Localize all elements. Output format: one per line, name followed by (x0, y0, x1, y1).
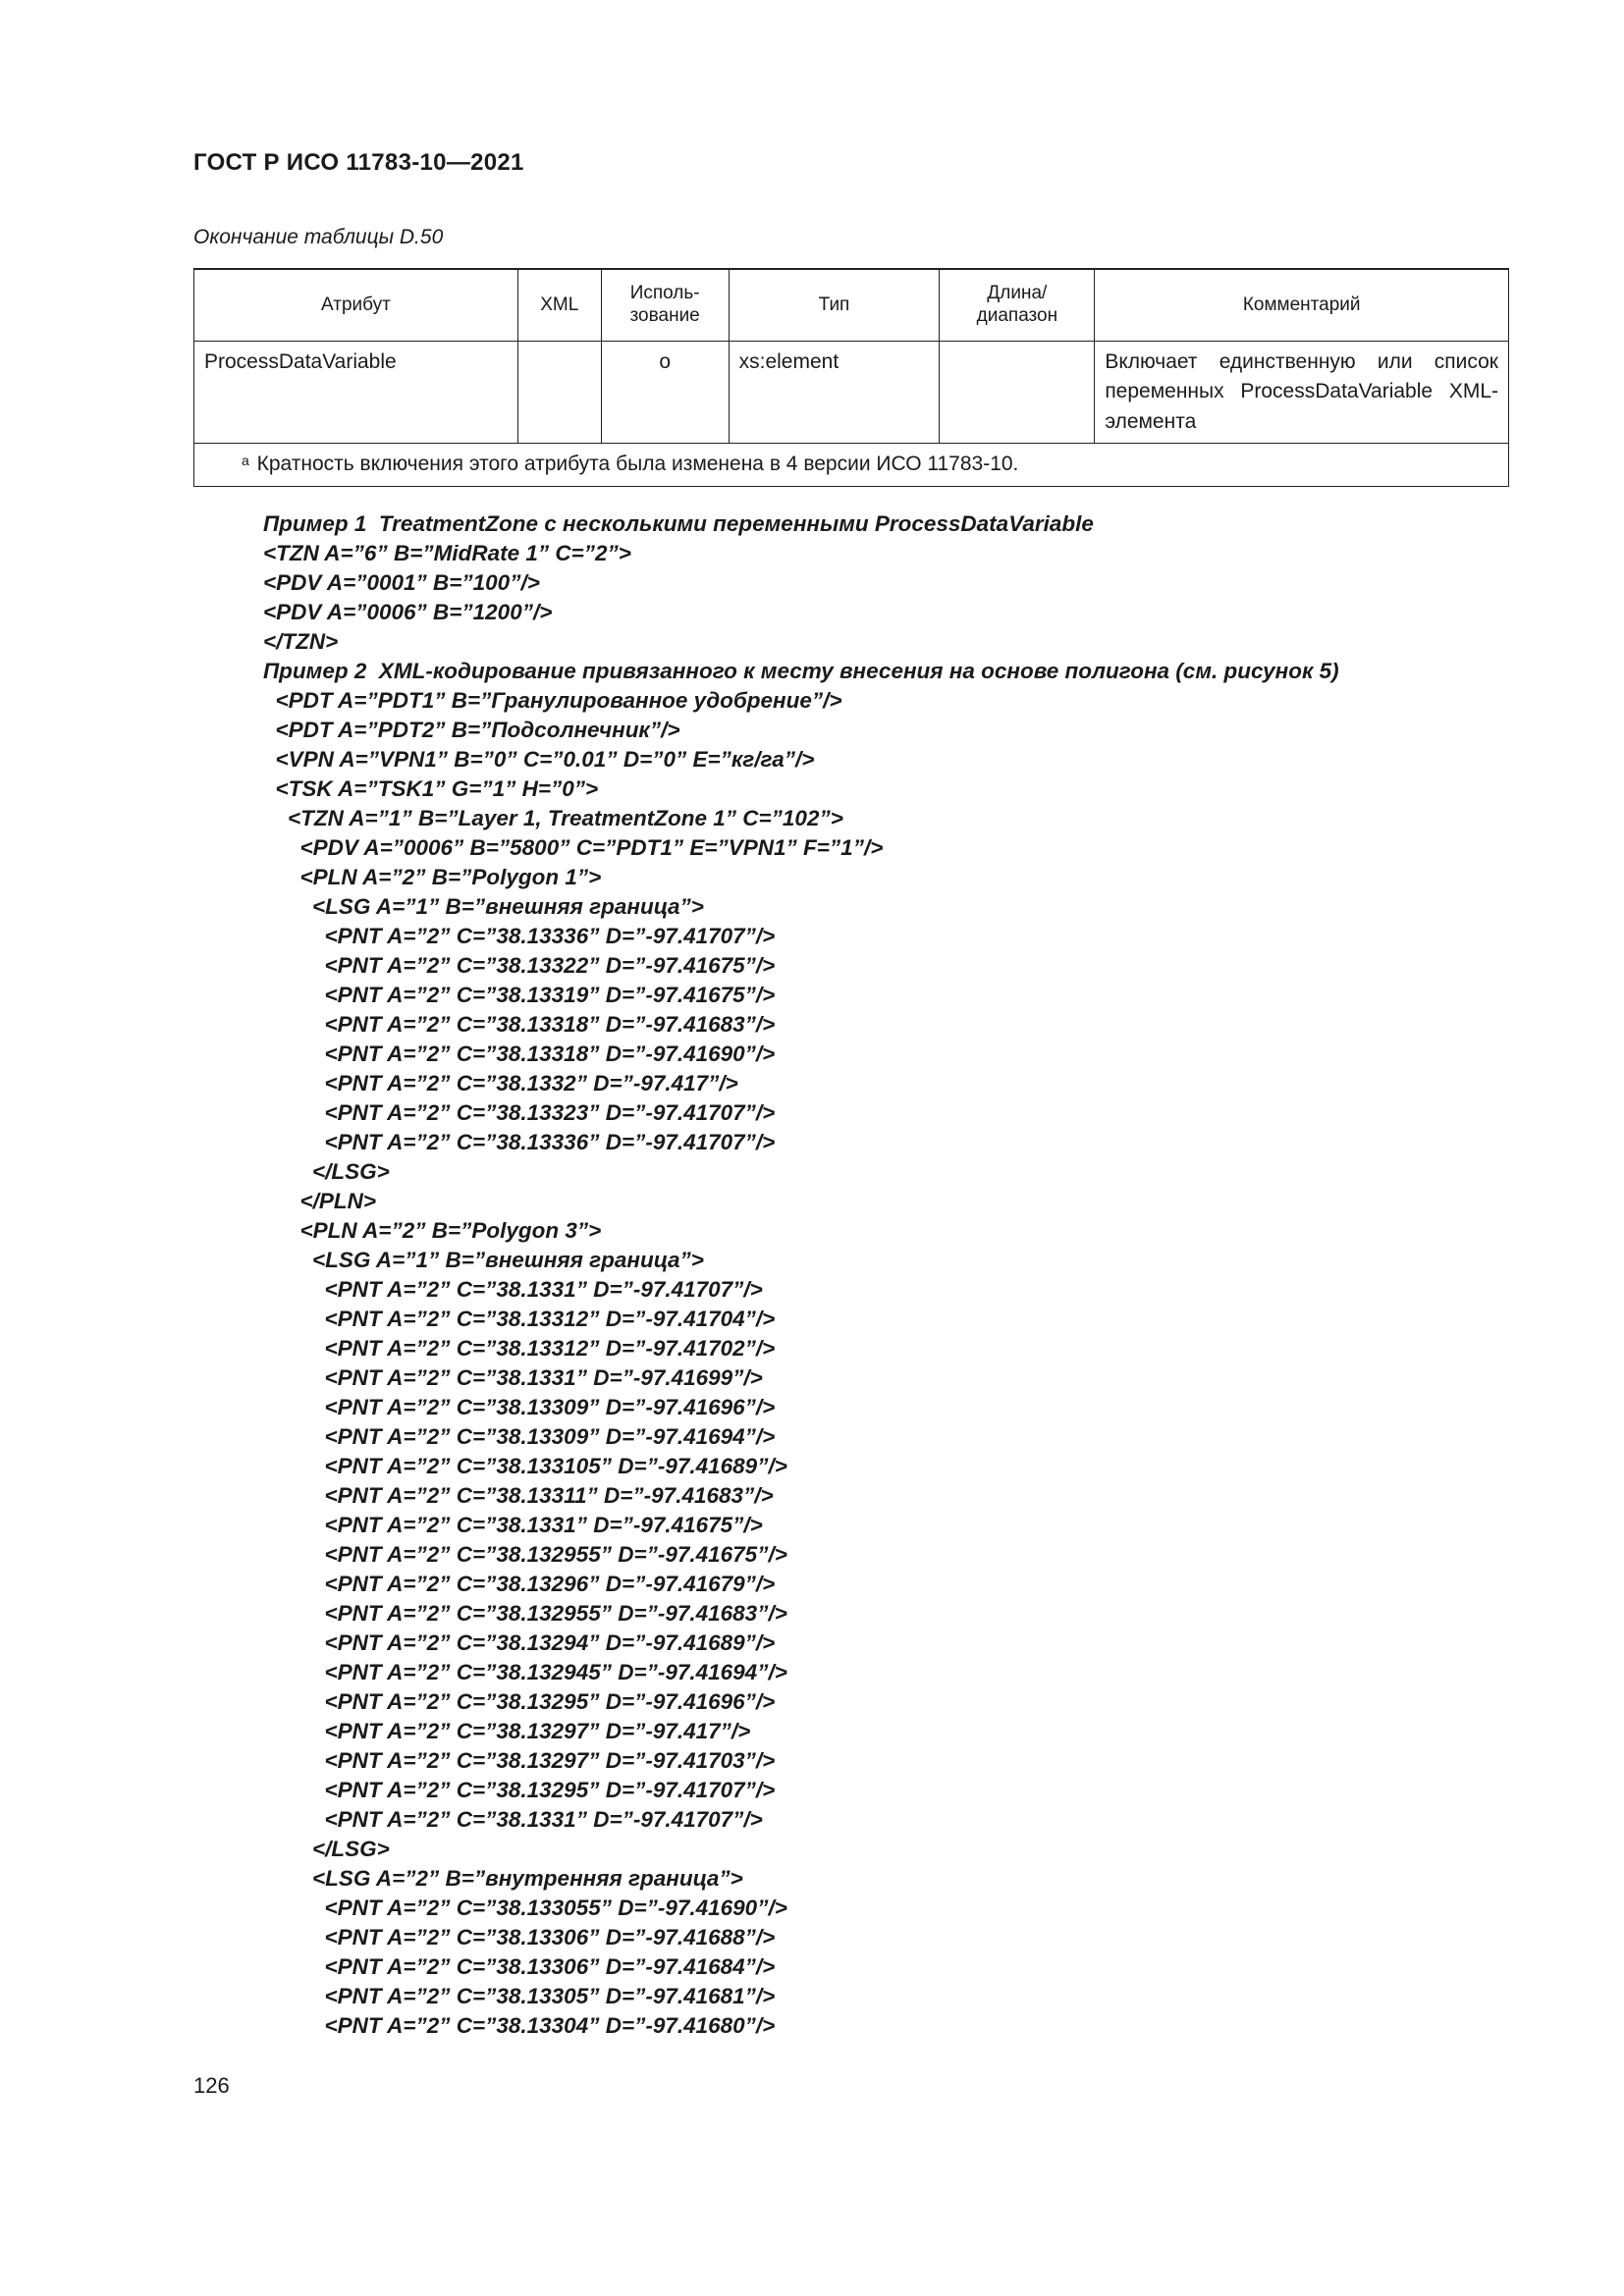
footnote-row (194, 444, 1509, 486)
code-line: <PNT A=”2” C=”38.13311” D=”-97.41683”/> (263, 1483, 774, 1508)
page-number: 126 (193, 2073, 230, 2098)
cell-usage: o (601, 342, 729, 444)
code-line: <PLN A=”2” B=”Polygon 3”> (263, 1218, 602, 1243)
code-line: <PDV A=”0006” B=”5800” C=”PDT1” E=”VPN1” F=”1”/> (263, 835, 884, 860)
code-line: <LSG A=”1” B=”внешняя граница”> (263, 1248, 704, 1272)
code-line: <PDT A=”PDT2” B=”Подсолнечник”/> (263, 718, 680, 742)
code-line: <LSG A=”1” B=”внешняя граница”> (263, 894, 704, 919)
code-line: <PNT A=”2” C=”38.13296” D=”-97.41679”/> (263, 1572, 776, 1596)
xml-examples (263, 509, 1339, 2041)
table-footnote (194, 444, 1509, 486)
code-line: <TZN A=”6” B=”MidRate 1” C=”2”> (263, 541, 631, 565)
cell-attribute: ProcessDataVariable (194, 342, 518, 444)
code-line: </LSG> (263, 1837, 390, 1861)
code-line: <PNT A=”2” C=”38.1331” D=”-97.41707”/> (263, 1277, 763, 1302)
code-line: <PNT A=”2” C=”38.13304” D=”-97.41680”/> (263, 2013, 776, 2038)
code-line: <PNT A=”2” C=”38.1331” D=”-97.41707”/> (263, 1807, 763, 1832)
code-line: </TZN> (263, 629, 339, 654)
cell-xml (517, 342, 601, 444)
code-line: </LSG> (263, 1159, 390, 1184)
code-line: <PNT A=”2” C=”38.13305” D=”-97.41681”/> (263, 1984, 776, 2008)
cell-length (940, 342, 1095, 444)
code-line: <PNT A=”2” C=”38.13309” D=”-97.41696”/> (263, 1395, 776, 1419)
code-line: <PNT A=”2” C=”38.13323” D=”-97.41707”/> (263, 1100, 776, 1125)
header-attribute-label: Атрибут (320, 294, 391, 315)
code-line: <PNT A=”2” C=”38.133055” D=”-97.41690”/> (263, 1896, 787, 1920)
code-line: <PDV A=”0006” B=”1200”/> (263, 600, 553, 624)
header-comment-label: Комментарий (1242, 294, 1361, 315)
code-line: <LSG A=”2” B=”внутренняя граница”> (263, 1866, 743, 1891)
code-line: <PNT A=”2” C=”38.1331” D=”-97.41699”/> (263, 1365, 763, 1390)
code-line: <VPN A=”VPN1” B=”0” C=”0.01” D=”0” E=”кг/га”/> (263, 747, 815, 772)
code-line: <PDV A=”0001” B=”100”/> (263, 570, 540, 595)
header-attribute (194, 269, 518, 342)
table-caption: Окончание таблицы D.50 (193, 226, 444, 248)
code-line: <PNT A=”2” C=”38.13297” D=”-97.41703”/> (263, 1748, 776, 1773)
code-line: <PNT A=”2” C=”38.13312” D=”-97.41704”/> (263, 1307, 776, 1331)
table-row (194, 342, 1509, 444)
cell-comment: Включает единственную или список переменных ProcessDataVariable XML-элемента (1095, 342, 1509, 444)
header-length (940, 269, 1095, 342)
cell-type: xs:element (729, 342, 940, 444)
code-line: <PNT A=”2” C=”38.13318” D=”-97.41683”/> (263, 1012, 776, 1037)
table-header-row (194, 269, 1509, 342)
code-line: <PLN A=”2” B=”Polygon 1”> (263, 865, 602, 889)
code-line: <PDT A=”PDT1” B=”Гранулированное удобрение”/> (263, 688, 842, 713)
code-line: <PNT A=”2” C=”38.13322” D=”-97.41675”/> (263, 953, 776, 978)
code-line: <PNT A=”2” C=”38.13336” D=”-97.41707”/> (263, 924, 776, 948)
code-line: <PNT A=”2” C=”38.13306” D=”-97.41688”/> (263, 1925, 776, 1949)
code-line: <PNT A=”2” C=”38.13336” D=”-97.41707”/> (263, 1130, 776, 1154)
document-header: ГОСТ Р ИСО 11783-10—2021 (193, 149, 524, 176)
attribute-table (193, 268, 1509, 487)
code-line: <PNT A=”2” C=”38.132945” D=”-97.41694”/> (263, 1660, 787, 1684)
code-line: <TZN A=”1” B=”Layer 1, TreatmentZone 1” C=”102”> (263, 806, 843, 830)
header-usage (601, 269, 729, 342)
code-line: <PNT A=”2” C=”38.13297” D=”-97.417”/> (263, 1719, 751, 1743)
code-line: Пример 1 TreatmentZone с несколькими переменными ProcessDataVariable (263, 511, 1094, 536)
code-line: <PNT A=”2” C=”38.13312” D=”-97.41702”/> (263, 1336, 776, 1361)
code-line: </PLN> (263, 1189, 377, 1213)
code-line: <PNT A=”2” C=”38.13306” D=”-97.41684”/> (263, 1954, 776, 1979)
header-type-label: Тип (818, 294, 850, 315)
code-line: <PNT A=”2” C=”38.13319” D=”-97.41675”/> (263, 983, 776, 1007)
code-line: <PNT A=”2” C=”38.132955” D=”-97.41683”/> (263, 1601, 787, 1626)
code-line: <PNT A=”2” C=”38.13318” D=”-97.41690”/> (263, 1041, 776, 1066)
code-line: <PNT A=”2” C=”38.13294” D=”-97.41689”/> (263, 1630, 776, 1655)
code-line: <PNT A=”2” C=”38.133105” D=”-97.41689”/> (263, 1454, 787, 1478)
code-line: <PNT A=”2” C=”38.1332” D=”-97.417”/> (263, 1071, 738, 1095)
footnote-text: Кратность включения этого атрибута была изменена в 4 версии ИСО 11783-10. (256, 453, 1019, 476)
code-line: Пример 2 XML-кодирование привязанного к месту внесения на основе полигона (см. рисунок 5) (263, 659, 1339, 683)
header-type (729, 269, 940, 342)
header-xml-label: XML (540, 294, 579, 315)
code-line: <PNT A=”2” C=”38.13309” D=”-97.41694”/> (263, 1424, 776, 1449)
header-comment (1095, 269, 1509, 342)
code-line: <PNT A=”2” C=”38.13295” D=”-97.41707”/> (263, 1778, 776, 1802)
footnote-mark: a (242, 453, 249, 469)
code-line: <PNT A=”2” C=”38.13295” D=”-97.41696”/> (263, 1689, 776, 1714)
code-line: <PNT A=”2” C=”38.1331” D=”-97.41675”/> (263, 1513, 763, 1537)
header-usage-label: Исполь- зование (629, 283, 700, 326)
code-line: <TSK A=”TSK1” G=”1” H=”0”> (263, 776, 599, 801)
header-length-label: Длина/ диапазон (976, 283, 1058, 326)
code-line: <PNT A=”2” C=”38.132955” D=”-97.41675”/> (263, 1542, 787, 1567)
header-xml (517, 269, 601, 342)
